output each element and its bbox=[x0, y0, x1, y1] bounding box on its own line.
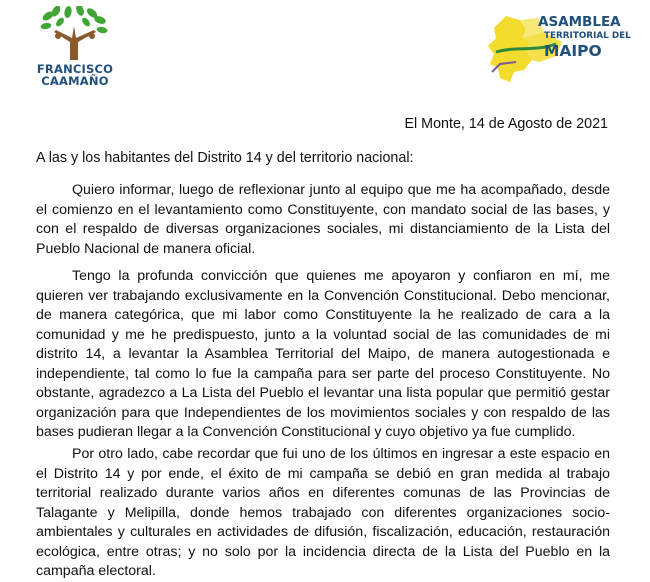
asamblea-territorial-logo bbox=[486, 8, 636, 88]
letter-paragraph-3: Por otro lado, cabe recordar que fui uno de los últimos en ingresar a este espacio en el Distrito 14 y por ende, el éxito de mi campaña se debió en gran medida al trabajo territorial realizado durante varios años en diferentes comunas de las Provincias de Talagante y Melipilla, donde hemos trabajado con diferentes organizaciones socio-ambientales y culturales en actividades de difusión, fiscalización, educación, restauración ecológica, entre otras; y no solo por la incidencia directa de la Lista del Pueblo en la campaña electoral. bbox=[36, 446, 610, 579]
tree-people-icon bbox=[40, 6, 110, 62]
logo-title-line1: ASAMBLEA bbox=[538, 14, 621, 30]
letter-date: El Monte, 14 de Agosto de 2021 bbox=[404, 116, 608, 132]
logo-name-line2: CAAMAÑO bbox=[41, 74, 109, 88]
francisco-caamano-logo bbox=[30, 6, 120, 86]
letter-salutation: A las y los habitantes del Distrito 14 y del territorio nacional: bbox=[36, 150, 414, 166]
letter-paragraph-2: Tengo la profunda convicción que quienes me apoyaron y confiaron en mí, me quieren ver trabajando exclusivamente en la Convención Constitucional. Debo mencionar, de manera categórica, que mi labor como Constituyente la he realizado de cara a la comunidad y me he predispuesto, junto a la voluntad social de las comunidades de mi distrito 14, a levantar la Asamblea Territorial del Maipo, de manera autogestionada e independiente, tal como lo fue la campaña para ser parte del proceso Constituyente. No obstante, agradezco a La Lista del Pueblo el levantar una lista popular que permitió gestar organización para que Independientes de los movimientos sociales y con respaldo de las bases pudieran llegar a la Convención Constitucional y cuyo objetivo ya fue cumplido. bbox=[36, 268, 610, 440]
logo-title-line3: MAIPO bbox=[544, 42, 602, 60]
letter-paragraph-1: Quiero informar, luego de reflexionar junto al equipo que me ha acompañado, desde el comienzo en el levantamiento como Constituyente, con mandato social de las bases, y con el respaldo de diversas organizaciones sociales, mi distanciamiento de la Lista del Pueblo Nacional de manera oficial. bbox=[36, 182, 610, 257]
logo-title-line2: TERRITORIAL DEL bbox=[544, 31, 631, 41]
logo-name-line1: FRANCISCO bbox=[36, 62, 114, 76]
